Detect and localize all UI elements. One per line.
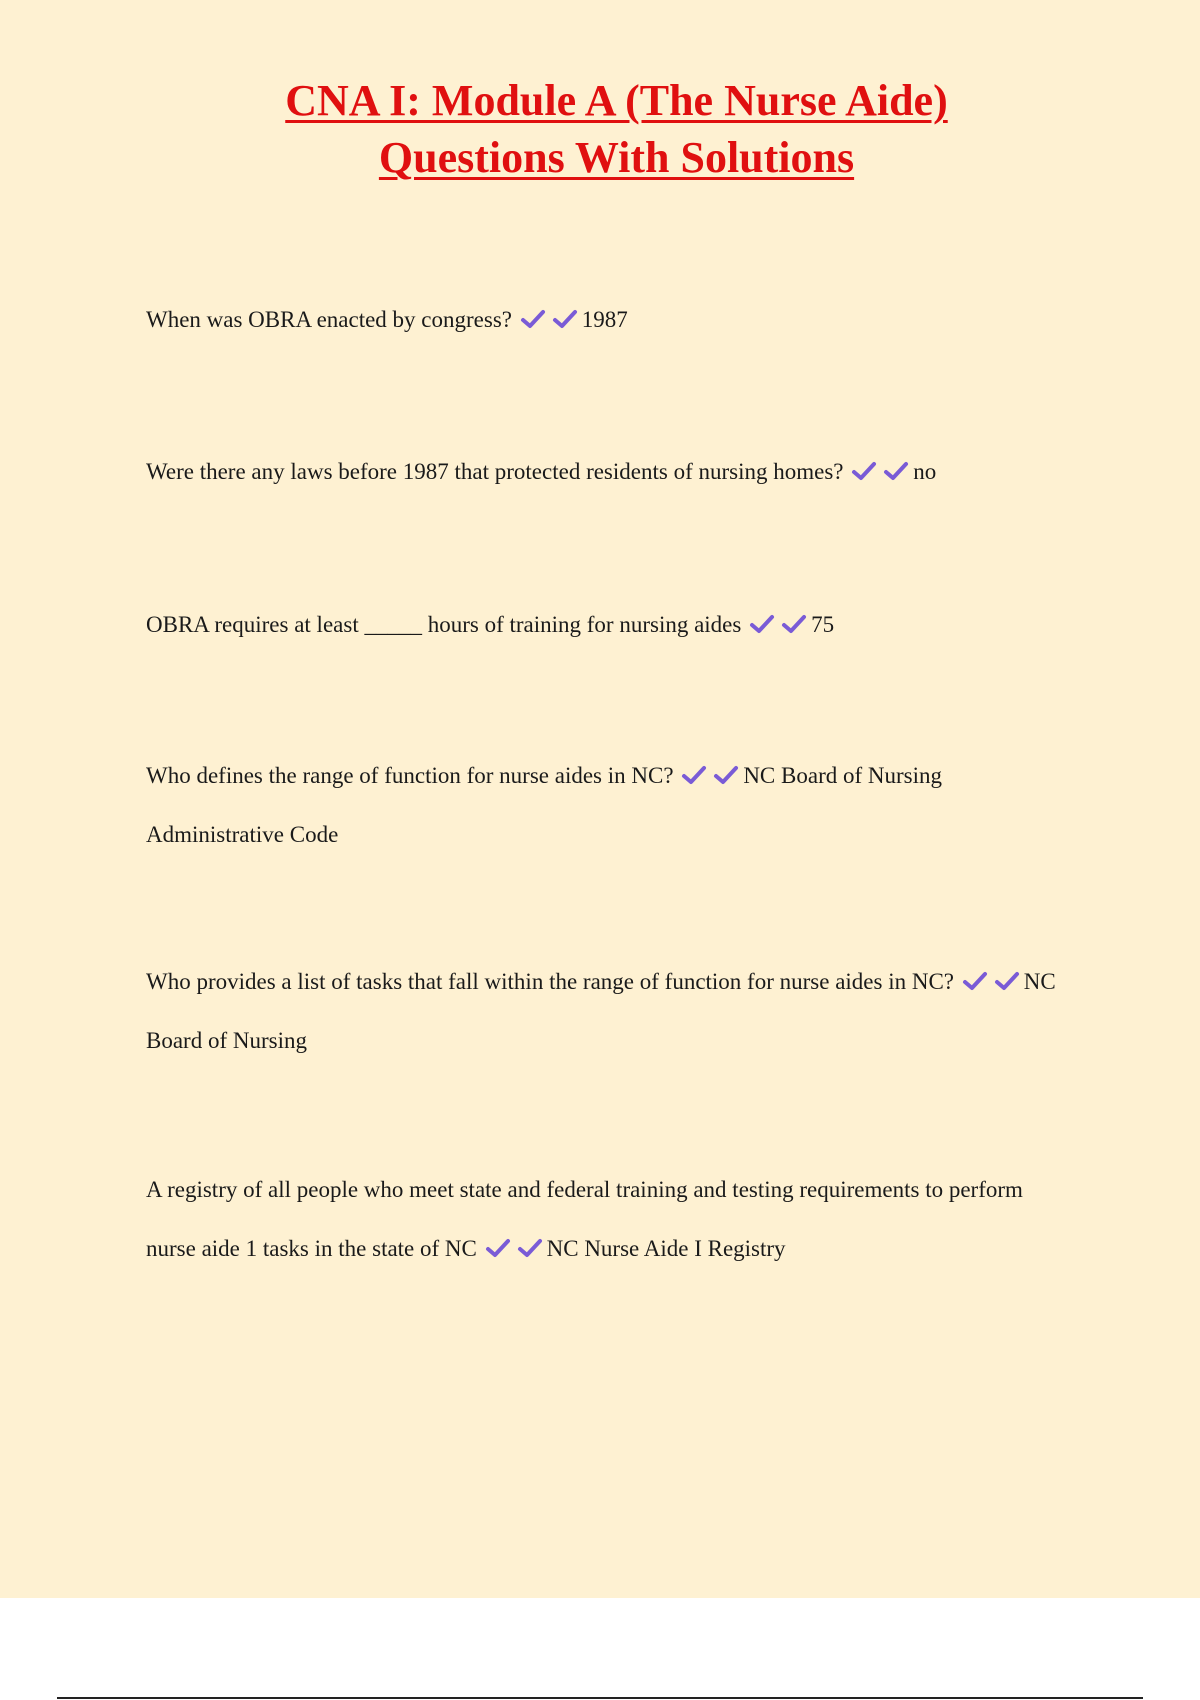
question-text: When was OBRA enacted by congress?: [146, 307, 512, 332]
title-line-1: CNA I: Module A (The Nurse Aide): [285, 76, 948, 125]
qa-item: [146, 1160, 1076, 1278]
checkmark-icon: [520, 309, 546, 329]
answer-text: 75: [811, 612, 835, 637]
qa-item: [146, 595, 1076, 654]
qa-item: [146, 290, 1076, 349]
document-title: [0, 72, 1200, 186]
answer-text: NC Board of Nursing Administrative Code: [146, 763, 942, 847]
checkmark-icon: [994, 971, 1020, 991]
checkmark-icon: [552, 309, 578, 329]
checkmark-icon: [681, 765, 707, 785]
answer-text: NC Board of Nursing: [146, 969, 1056, 1053]
answer-text: NC Nurse Aide I Registry: [546, 1236, 786, 1261]
qa-item: [146, 442, 1076, 501]
page-divider: [57, 1697, 1143, 1699]
checkmark-icon: [517, 1238, 543, 1258]
checkmark-icon: [781, 614, 807, 634]
question-text: A registry of all people who meet state and federal training and testing requirements to perform nurse aide 1 tasks in the state of NC: [146, 1177, 1023, 1261]
checkmark-icon: [851, 461, 877, 481]
checkmark-icon: [713, 765, 739, 785]
qa-item: [146, 746, 1076, 864]
question-text: Were there any laws before 1987 that protected residents of nursing homes?: [146, 459, 844, 484]
checkmark-icon: [749, 614, 775, 634]
question-text: Who provides a list of tasks that fall within the range of function for nurse aides in NC?: [146, 969, 954, 994]
checkmark-icon: [962, 971, 988, 991]
answer-text: no: [913, 459, 937, 484]
question-text: Who defines the range of function for nurse aides in NC?: [146, 763, 674, 788]
question-text: OBRA requires at least _____ hours of training for nursing aides: [146, 612, 742, 637]
title-line-2: Questions With Solutions: [378, 133, 855, 182]
qa-item: [146, 952, 1076, 1070]
answer-text: 1987: [581, 307, 628, 332]
checkmark-icon: [883, 461, 909, 481]
checkmark-icon: [485, 1238, 511, 1258]
